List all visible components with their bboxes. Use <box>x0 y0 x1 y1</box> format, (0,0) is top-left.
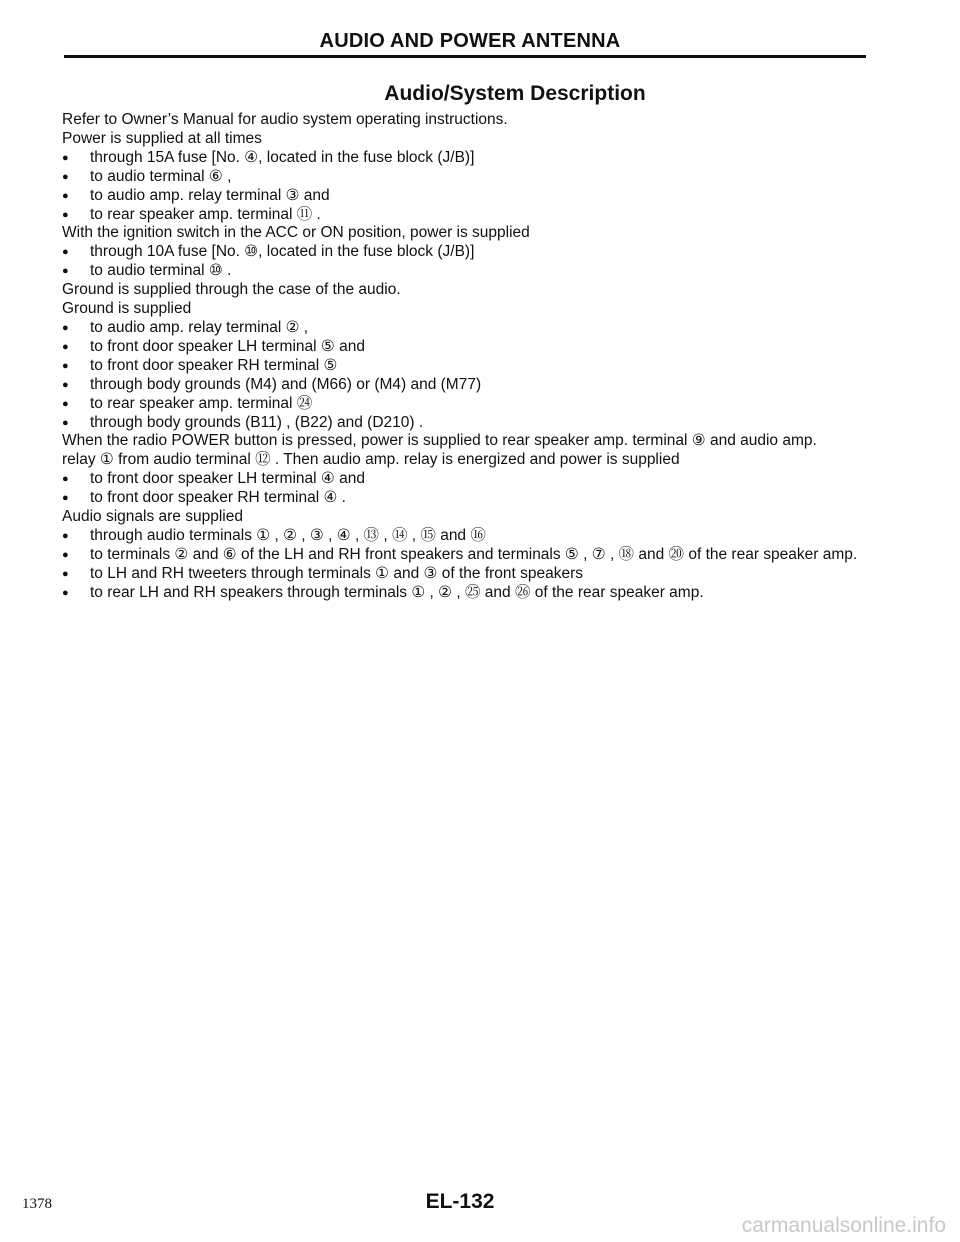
bullet-item <box>62 584 882 603</box>
bullet-text: to rear LH and RH speakers through terminals ① , ② , ㉕ and ㉖ of the rear speaker amp. <box>90 583 704 601</box>
bullet-item <box>62 243 882 262</box>
bullet-dot-icon: ● <box>62 586 69 599</box>
body-line: relay ① from audio terminal ⑫ . Then audio amp. relay is energized and power is supplied <box>62 451 680 469</box>
bullet-dot-icon: ● <box>62 492 69 505</box>
bullet-dot-icon: ● <box>62 567 69 580</box>
bullet-text: to LH and RH tweeters through terminals ① and ③ of the front speakers <box>90 564 584 582</box>
bullet-dot-icon: ● <box>62 321 69 334</box>
bullet-text: through body grounds (B11) , (B22) and (D210) . <box>90 413 424 431</box>
footer-section-page: EL-132 <box>425 1190 495 1213</box>
bullet-dot-icon: ● <box>62 359 69 372</box>
bullet-dot-icon: ● <box>62 529 69 542</box>
bullet-item <box>62 262 882 281</box>
bullet-dot-icon: ● <box>62 378 69 391</box>
bullet-item <box>62 489 882 508</box>
bullet-text: through 10A fuse [No. ⑩, located in the fuse block (J/B)] <box>90 243 475 261</box>
bullet-dot-icon: ● <box>62 246 69 259</box>
bullet-text: to front door speaker RH terminal ⑤ <box>90 356 338 374</box>
bullet-dot-icon: ● <box>62 189 69 202</box>
body-line: Ground is supplied through the case of the audio. <box>62 281 401 299</box>
bullet-text: through 15A fuse [No. ④, located in the fuse block (J/B)] <box>90 148 475 166</box>
bullet-item <box>62 149 882 168</box>
bullet-dot-icon: ● <box>62 397 69 410</box>
body-text <box>62 111 882 603</box>
bullet-dot-icon: ● <box>62 151 69 164</box>
section-title: Audio/System Description <box>384 82 646 105</box>
bullet-dot-icon: ● <box>62 208 69 221</box>
bullet-text: to rear speaker amp. terminal ㉔ <box>90 394 313 412</box>
bullet-text: to audio amp. relay terminal ② , <box>90 318 309 336</box>
bullet-text: to rear speaker amp. terminal ⑪ . <box>90 205 321 223</box>
bullet-dot-icon: ● <box>62 548 69 561</box>
bullet-item <box>62 527 882 546</box>
bullet-item <box>62 414 882 433</box>
header-title: AUDIO AND POWER ANTENNA <box>319 30 621 52</box>
bullet-item <box>62 395 882 414</box>
body-line: Power is supplied at all times <box>62 129 262 147</box>
body-line: Ground is supplied <box>62 300 192 318</box>
bullet-text: to terminals ② and ⑥ of the LH and RH front speakers and terminals ⑤ , ⑦ , ⑱ and ⑳ of the rear speaker amp. <box>90 545 858 563</box>
bullet-item <box>62 206 882 225</box>
bullet-item <box>62 338 882 357</box>
bullet-item <box>62 565 882 584</box>
header-rule <box>64 55 866 58</box>
bullet-text: to front door speaker RH terminal ④ . <box>90 489 346 507</box>
bullet-text: to audio terminal ⑥ , <box>90 167 232 185</box>
bullet-item <box>62 546 882 565</box>
bullet-dot-icon: ● <box>62 416 69 429</box>
bullet-text: to audio terminal ⑩ . <box>90 262 232 280</box>
bullet-item <box>62 357 882 376</box>
body-line: With the ignition switch in the ACC or ON position, power is supplied <box>62 224 530 242</box>
body-line: When the radio POWER button is pressed, power is supplied to rear speaker amp. terminal ⑨ and audio amp. <box>62 432 817 450</box>
bullet-text: to front door speaker LH terminal ⑤ and <box>90 337 365 355</box>
footer-watermark: carmanualsonline.info <box>741 1214 946 1237</box>
bullet-text: through audio terminals ① , ② , ③ , ④ , ⑬ , ⑭ , ⑮ and ⑯ <box>90 526 486 544</box>
bullet-item <box>62 470 882 489</box>
bullet-item <box>62 187 882 206</box>
bullet-item <box>62 376 882 395</box>
bullet-text: through body grounds (M4) and (M66) or (M4) and (M77) <box>90 375 482 393</box>
footer-page-number: 1378 <box>22 1196 52 1212</box>
bullet-dot-icon: ● <box>62 170 69 183</box>
bullet-item <box>62 168 882 187</box>
bullet-text: to audio amp. relay terminal ③ and <box>90 186 330 204</box>
bullet-text: to front door speaker LH terminal ④ and <box>90 470 365 488</box>
body-line: Refer to Owner’s Manual for audio system operating instructions. <box>62 111 508 128</box>
bullet-item <box>62 319 882 338</box>
bullet-dot-icon: ● <box>62 340 69 353</box>
bullet-dot-icon: ● <box>62 265 69 278</box>
body-line: Audio signals are supplied <box>62 508 243 526</box>
bullet-dot-icon: ● <box>62 473 69 486</box>
